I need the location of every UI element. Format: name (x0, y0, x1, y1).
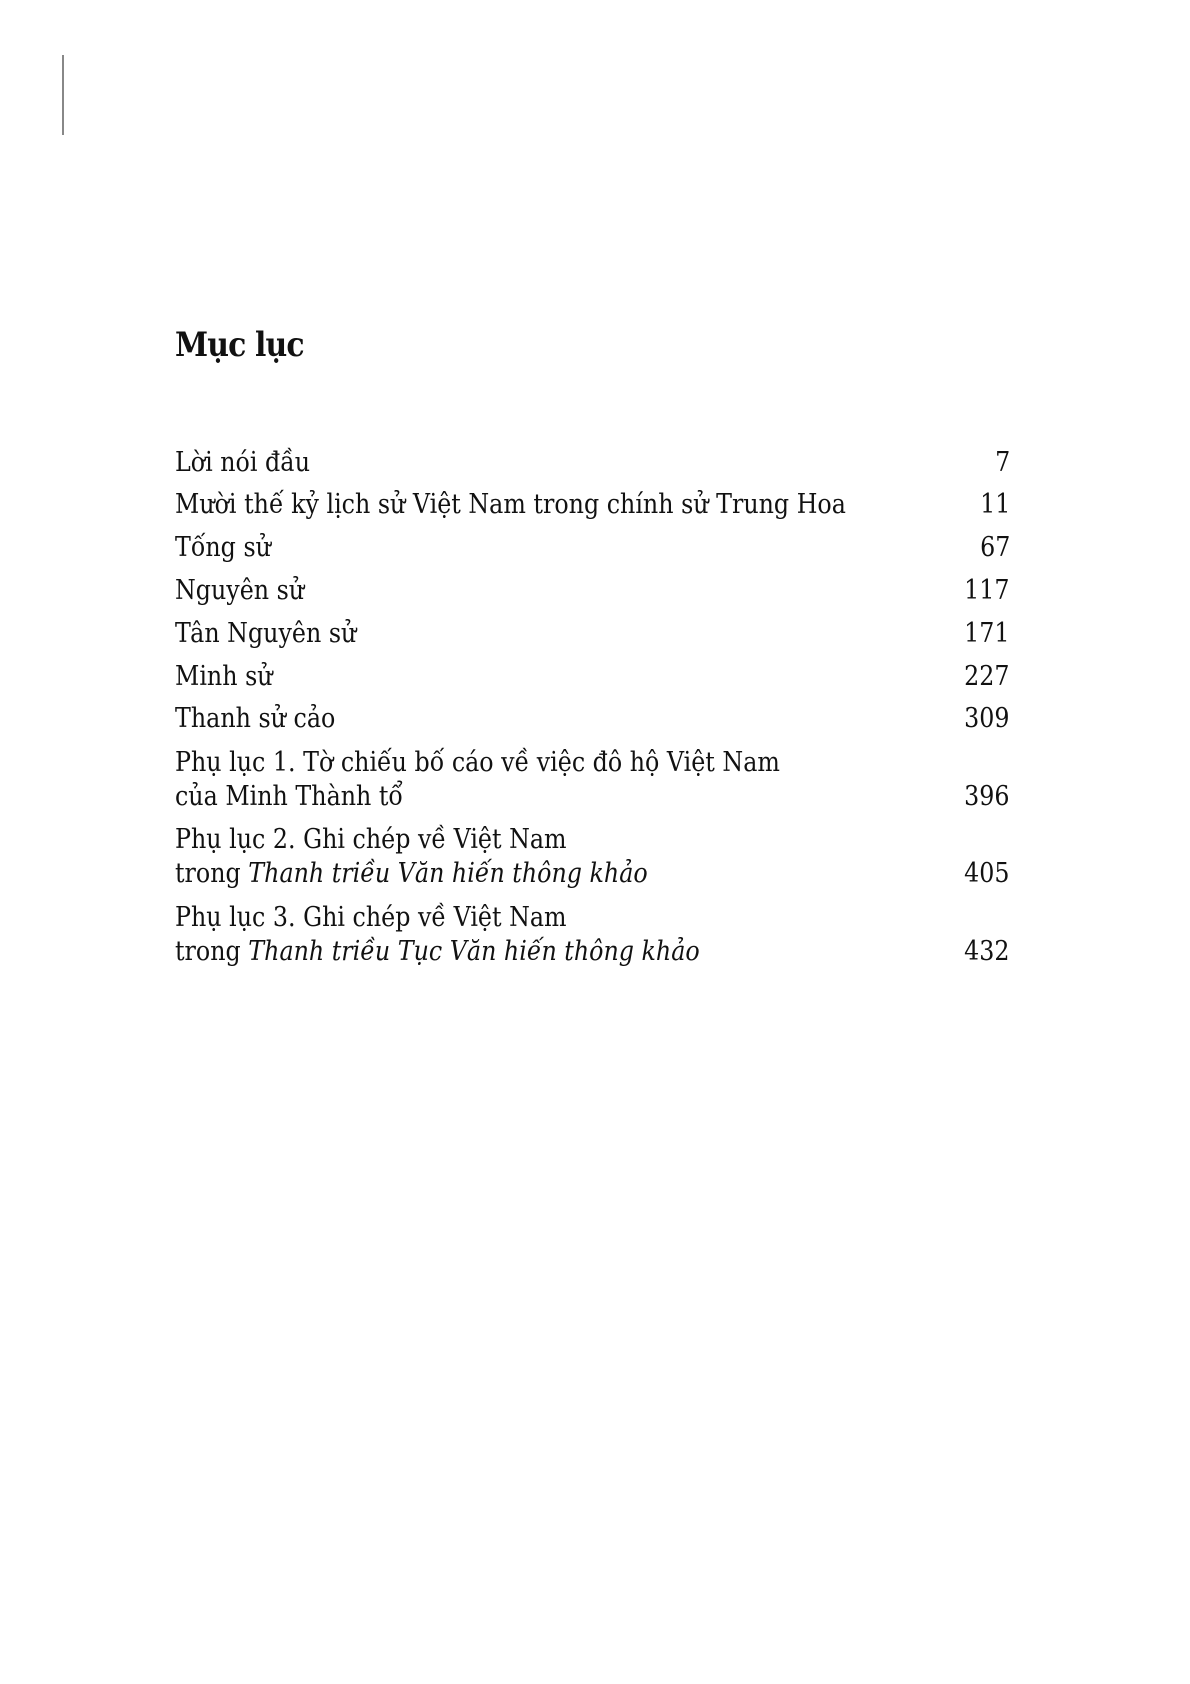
page-title: Mục lục (175, 325, 304, 365)
entry-page: 405 (964, 858, 1010, 889)
entry-page: 432 (964, 936, 1010, 967)
entry-page: 7 (994, 447, 1010, 478)
entry-title-line2: của Minh Thành tổ (175, 781, 403, 812)
toc-entry[interactable] (175, 660, 1010, 694)
toc-entry[interactable] (175, 446, 1010, 480)
entry-title: Mười thế kỷ lịch sử Việt Nam trong chính sử Trung Hoa (175, 489, 846, 520)
entry-prefix: trong (175, 858, 249, 889)
book-title: Thanh triều Văn hiến thông khảo (248, 858, 648, 889)
entry-title-line2 (175, 857, 910, 891)
entry-title: Lời nói đầu (175, 447, 311, 478)
toc-entry-appendix-2[interactable] (175, 823, 1010, 891)
entry-page: 396 (964, 781, 1010, 812)
toc-entry-appendix-1[interactable] (175, 746, 1010, 814)
entry-title: Thanh sử cảo (175, 703, 336, 734)
scan-edge-line (62, 55, 64, 135)
book-title: Thanh triều Tục Văn hiến thông khảo (248, 936, 700, 967)
entry-title: Tống sử (175, 532, 271, 563)
entry-page: 11 (979, 489, 1010, 520)
entry-title: Nguyên sử (175, 575, 305, 606)
entry-page: 67 (979, 532, 1010, 563)
entry-title: Tân Nguyên sử (175, 618, 357, 649)
toc-entry-appendix-3[interactable] (175, 901, 1010, 969)
entry-page: 117 (964, 575, 1010, 606)
entry-prefix: trong (175, 936, 249, 967)
entry-page: 309 (964, 703, 1010, 734)
entry-page: 171 (964, 618, 1010, 649)
toc-entry[interactable] (175, 702, 1010, 736)
toc-entry[interactable] (175, 488, 1010, 522)
entry-title-line2 (175, 935, 910, 969)
toc-entry[interactable] (175, 574, 1010, 608)
toc-entry[interactable] (175, 531, 1010, 565)
entry-title-line1: Phụ lục 2. Ghi chép về Việt Nam (175, 824, 567, 855)
entry-title-line1: Phụ lục 1. Tờ chiếu bố cáo về việc đô hộ Việt Nam (175, 747, 780, 778)
entry-title: Minh sử (175, 661, 273, 692)
entry-page: 227 (964, 661, 1010, 692)
entry-title-line1: Phụ lục 3. Ghi chép về Việt Nam (175, 902, 567, 933)
toc-entry[interactable] (175, 617, 1010, 651)
